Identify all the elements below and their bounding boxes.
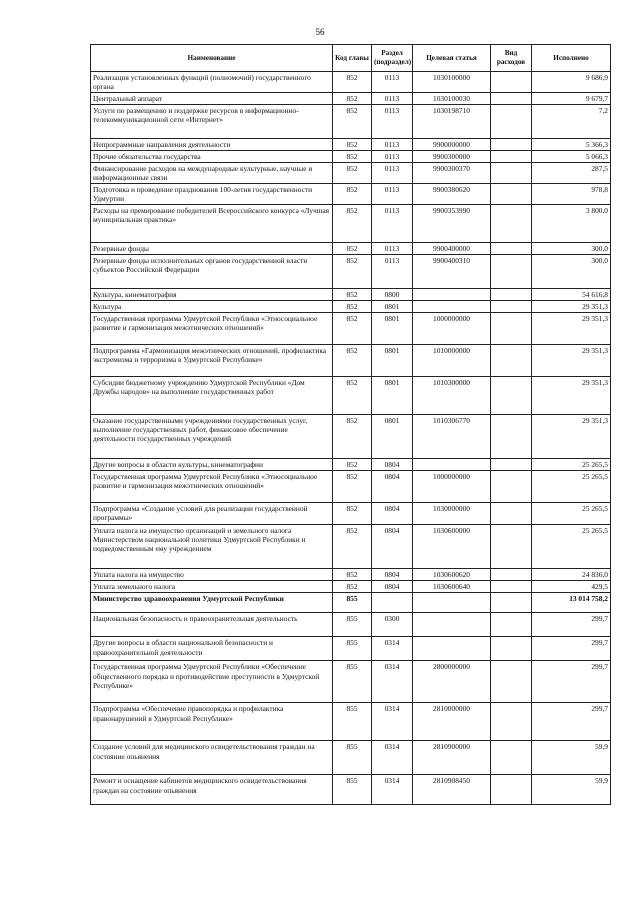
cell-chapter: 852: [333, 151, 372, 163]
cell-target: 1010300000: [413, 377, 491, 415]
cell-section: 0113: [372, 163, 413, 184]
cell-type: [491, 613, 532, 637]
cell-executed: 54 616,8: [532, 289, 611, 301]
cell-section: [372, 593, 413, 613]
cell-name: Другие вопросы в области культуры, кинематографии: [91, 459, 333, 471]
cell-chapter: 852: [333, 289, 372, 301]
cell-section: 0113: [372, 243, 413, 255]
cell-name: Министерство здравоохранения Удмуртской Республики: [91, 593, 333, 613]
cell-target: 1000000000: [413, 471, 491, 503]
table-row: [91, 72, 611, 93]
table-row: [91, 741, 611, 775]
cell-target: 2810900000: [413, 741, 491, 775]
cell-name: Подготовка и проведение празднования 100-летия государственности Удмуртии: [91, 184, 333, 205]
cell-section: 0113: [372, 205, 413, 243]
cell-name: Оказание государственными учреждениями государственных услуг, выполнение государственных работ, финансовое обеспечение деятельности государственных учреждений: [91, 415, 333, 459]
cell-section: 0314: [372, 661, 413, 703]
table-row: [91, 243, 611, 255]
cell-section: 0800: [372, 289, 413, 301]
cell-type: [491, 503, 532, 525]
cell-name: Национальная безопасность и правоохранительная деятельность: [91, 613, 333, 637]
cell-executed: 300,0: [532, 255, 611, 289]
cell-target: [413, 637, 491, 661]
cell-name: Другие вопросы в области национальной безопасности и правоохранительной деятельности: [91, 637, 333, 661]
cell-executed: 29 351,3: [532, 345, 611, 377]
cell-executed: 24 836,0: [532, 569, 611, 581]
cell-target: 1000000000: [413, 313, 491, 345]
cell-target: [413, 301, 491, 313]
cell-type: [491, 184, 532, 205]
cell-target: 1030600620: [413, 569, 491, 581]
cell-section: 0804: [372, 581, 413, 593]
cell-chapter: 852: [333, 569, 372, 581]
cell-target: 2800000000: [413, 661, 491, 703]
cell-chapter: 852: [333, 345, 372, 377]
cell-section: 0804: [372, 525, 413, 569]
table-row: [91, 661, 611, 703]
cell-chapter: 855: [333, 775, 372, 805]
table-row: [91, 637, 611, 661]
table-row: [91, 525, 611, 569]
cell-type: [491, 525, 532, 569]
cell-target: 1010306770: [413, 415, 491, 459]
cell-name: Уплата земельного налога: [91, 581, 333, 593]
table-row: [91, 415, 611, 459]
cell-section: 0314: [372, 703, 413, 741]
cell-type: [491, 301, 532, 313]
cell-chapter: 855: [333, 613, 372, 637]
cell-type: [491, 377, 532, 415]
cell-target: 9900300000: [413, 151, 491, 163]
cell-target: 1030600000: [413, 525, 491, 569]
budget-table: [90, 44, 611, 805]
cell-type: [491, 593, 532, 613]
cell-name: Подпрограмма «Гармонизация межэтнических отношений, профилактика экстремизма и терроризма в Удмуртской Республике»: [91, 345, 333, 377]
table-row: [91, 703, 611, 741]
cell-type: [491, 569, 532, 581]
table-row: [91, 205, 611, 243]
cell-chapter: 852: [333, 459, 372, 471]
cell-section: 0804: [372, 471, 413, 503]
cell-executed: 59,9: [532, 741, 611, 775]
cell-name: Резервные фонды исполнительных органов государственной власти субъектов Российской Федерации: [91, 255, 333, 289]
cell-name: Государственная программа Удмуртской Республики «Обеспечение общественного порядка и противодействие преступности в Удмуртской Республике»: [91, 661, 333, 703]
cell-section: 0801: [372, 301, 413, 313]
cell-chapter: 855: [333, 703, 372, 741]
cell-section: 0801: [372, 313, 413, 345]
cell-type: [491, 471, 532, 503]
cell-section: 0113: [372, 151, 413, 163]
cell-target: 1030198710: [413, 105, 491, 139]
cell-executed: 9 679,7: [532, 93, 611, 105]
cell-section: 0804: [372, 503, 413, 525]
cell-chapter: 852: [333, 415, 372, 459]
table-row: [91, 184, 611, 205]
table-row: [91, 313, 611, 345]
table-row: [91, 459, 611, 471]
cell-executed: 29 351,3: [532, 377, 611, 415]
header-executed: Исполнено: [532, 45, 611, 72]
cell-type: [491, 661, 532, 703]
cell-chapter: 852: [333, 503, 372, 525]
cell-name: Уплата налога на имущество организаций и земельного налога Министерством национальной политики Удмуртской Республики и подведомственным ему учреждением: [91, 525, 333, 569]
cell-name: Финансирование расходов на международные культурные, научные и информационные связи: [91, 163, 333, 184]
cell-name: Уплата налога на имущество: [91, 569, 333, 581]
cell-target: 2810908450: [413, 775, 491, 805]
cell-type: [491, 637, 532, 661]
cell-name: Расходы на премирование победителей Всероссийского конкурса «Лучшая муниципальная практика»: [91, 205, 333, 243]
cell-section: 0113: [372, 255, 413, 289]
cell-name: Подпрограмма «Обеспечение правопорядка и профилактика правонарушений в Удмуртской Республике»: [91, 703, 333, 741]
cell-target: [413, 613, 491, 637]
cell-chapter: 852: [333, 301, 372, 313]
cell-name: Субсидии бюджетному учреждению Удмуртской Республики «Дом Дружбы народов» на выполнение государственных работ: [91, 377, 333, 415]
cell-executed: 429,5: [532, 581, 611, 593]
cell-section: 0113: [372, 105, 413, 139]
cell-chapter: 852: [333, 184, 372, 205]
cell-executed: 29 351,3: [532, 313, 611, 345]
cell-chapter: 852: [333, 163, 372, 184]
cell-section: 0113: [372, 72, 413, 93]
cell-executed: 3 800,0: [532, 205, 611, 243]
cell-type: [491, 415, 532, 459]
header-target: Целевая статья: [413, 45, 491, 72]
table-row: [91, 93, 611, 105]
cell-type: [491, 741, 532, 775]
cell-section: 0801: [372, 345, 413, 377]
cell-chapter: 855: [333, 661, 372, 703]
cell-target: [413, 459, 491, 471]
cell-type: [491, 459, 532, 471]
table-row: [91, 255, 611, 289]
cell-executed: 300,0: [532, 243, 611, 255]
cell-name: Прочие обязательства государства: [91, 151, 333, 163]
cell-executed: 299,7: [532, 661, 611, 703]
cell-chapter: 855: [333, 741, 372, 775]
cell-chapter: 852: [333, 255, 372, 289]
cell-type: [491, 581, 532, 593]
cell-executed: 25 265,5: [532, 503, 611, 525]
cell-target: 9900400000: [413, 243, 491, 255]
cell-executed: 59,9: [532, 775, 611, 805]
table-row: [91, 289, 611, 301]
table-row: [91, 105, 611, 139]
cell-type: [491, 151, 532, 163]
cell-type: [491, 163, 532, 184]
table-row: [91, 471, 611, 503]
cell-section: 0113: [372, 184, 413, 205]
cell-section: 0113: [372, 139, 413, 151]
cell-executed: 25 265,5: [532, 459, 611, 471]
cell-executed: 299,7: [532, 703, 611, 741]
cell-target: 1010000000: [413, 345, 491, 377]
cell-target: 9900000000: [413, 139, 491, 151]
table-row: [91, 775, 611, 805]
cell-name: Реализация установленных функций (полномочий) государственного органа: [91, 72, 333, 93]
cell-executed: 7,2: [532, 105, 611, 139]
cell-target: 1030000000: [413, 503, 491, 525]
table-row: [91, 593, 611, 613]
page-number: 56: [315, 27, 325, 37]
cell-name: Центральный аппарат: [91, 93, 333, 105]
cell-executed: 13 014 758,2: [532, 593, 611, 613]
cell-chapter: 852: [333, 139, 372, 151]
cell-section: 0804: [372, 569, 413, 581]
cell-section: 0801: [372, 377, 413, 415]
cell-target: 2810000000: [413, 703, 491, 741]
table-row: [91, 345, 611, 377]
cell-chapter: 852: [333, 72, 372, 93]
cell-executed: 5 366,3: [532, 139, 611, 151]
cell-type: [491, 345, 532, 377]
cell-target: 9900400310: [413, 255, 491, 289]
cell-executed: 29 351,3: [532, 415, 611, 459]
cell-type: [491, 72, 532, 93]
cell-type: [491, 139, 532, 151]
cell-chapter: 852: [333, 581, 372, 593]
cell-executed: 29 351,3: [532, 301, 611, 313]
cell-target: 1030100030: [413, 93, 491, 105]
cell-executed: 25 265,5: [532, 471, 611, 503]
cell-chapter: 855: [333, 593, 372, 613]
cell-executed: 299,7: [532, 637, 611, 661]
cell-section: 0801: [372, 415, 413, 459]
cell-executed: 9 686,9: [532, 72, 611, 93]
cell-chapter: 852: [333, 471, 372, 503]
cell-section: 0300: [372, 613, 413, 637]
cell-chapter: 855: [333, 637, 372, 661]
cell-name: Ремонт и оснащение кабинетов медицинского освидетельствования граждан на состояние опьянения: [91, 775, 333, 805]
cell-type: [491, 105, 532, 139]
cell-type: [491, 243, 532, 255]
cell-target: 9900380620: [413, 184, 491, 205]
cell-executed: 287,5: [532, 163, 611, 184]
cell-section: 0314: [372, 637, 413, 661]
header-name: Наименование: [91, 45, 333, 72]
cell-name: Резервные фонды: [91, 243, 333, 255]
cell-chapter: 852: [333, 525, 372, 569]
table-row: [91, 151, 611, 163]
table-row: [91, 139, 611, 151]
cell-section: 0314: [372, 775, 413, 805]
cell-type: [491, 255, 532, 289]
cell-name: Создание условий для медицинского освидетельствования граждан на состояние опьянения: [91, 741, 333, 775]
cell-name: Непрограммные направления деятельности: [91, 139, 333, 151]
cell-target: 1030600640: [413, 581, 491, 593]
cell-type: [491, 703, 532, 741]
cell-name: Культура, кинематография: [91, 289, 333, 301]
table-row: [91, 569, 611, 581]
cell-section: 0314: [372, 741, 413, 775]
cell-name: Услуги по размещению и поддержке ресурсов в информационно-телекоммуникационной сети «Интернет»: [91, 105, 333, 139]
cell-type: [491, 205, 532, 243]
cell-chapter: 852: [333, 93, 372, 105]
cell-name: Государственная программа Удмуртской Республики «Этносоциальное развитие и гармонизация межэтнических отношений»: [91, 313, 333, 345]
cell-target: 9900300370: [413, 163, 491, 184]
cell-chapter: 852: [333, 377, 372, 415]
cell-chapter: 852: [333, 313, 372, 345]
cell-target: [413, 289, 491, 301]
cell-name: Государственная программа Удмуртской Республики «Этносоциальное развитие и гармонизация межэтнических отношений»: [91, 471, 333, 503]
cell-executed: 978,8: [532, 184, 611, 205]
cell-target: 1030100000: [413, 72, 491, 93]
cell-executed: 5 066,3: [532, 151, 611, 163]
cell-type: [491, 93, 532, 105]
header-type: Вид расходов: [491, 45, 532, 72]
cell-section: 0804: [372, 459, 413, 471]
cell-name: Культура: [91, 301, 333, 313]
cell-section: 0113: [372, 93, 413, 105]
cell-target: [413, 593, 491, 613]
table-row: [91, 377, 611, 415]
table-header-row: [91, 45, 611, 72]
table-row: [91, 581, 611, 593]
table-row: [91, 613, 611, 637]
table-row: [91, 301, 611, 313]
table-row: [91, 503, 611, 525]
cell-chapter: 852: [333, 105, 372, 139]
cell-name: Подпрограмма «Создание условий для реализации государственной программы»: [91, 503, 333, 525]
header-section: Раздел (подраздел): [372, 45, 413, 72]
cell-executed: 25 265,5: [532, 525, 611, 569]
cell-executed: 299,7: [532, 613, 611, 637]
cell-target: 9900353990: [413, 205, 491, 243]
cell-type: [491, 313, 532, 345]
cell-chapter: 852: [333, 205, 372, 243]
cell-chapter: 852: [333, 243, 372, 255]
table-row: [91, 163, 611, 184]
cell-type: [491, 775, 532, 805]
cell-type: [491, 289, 532, 301]
header-chapter: Код главы: [333, 45, 372, 72]
